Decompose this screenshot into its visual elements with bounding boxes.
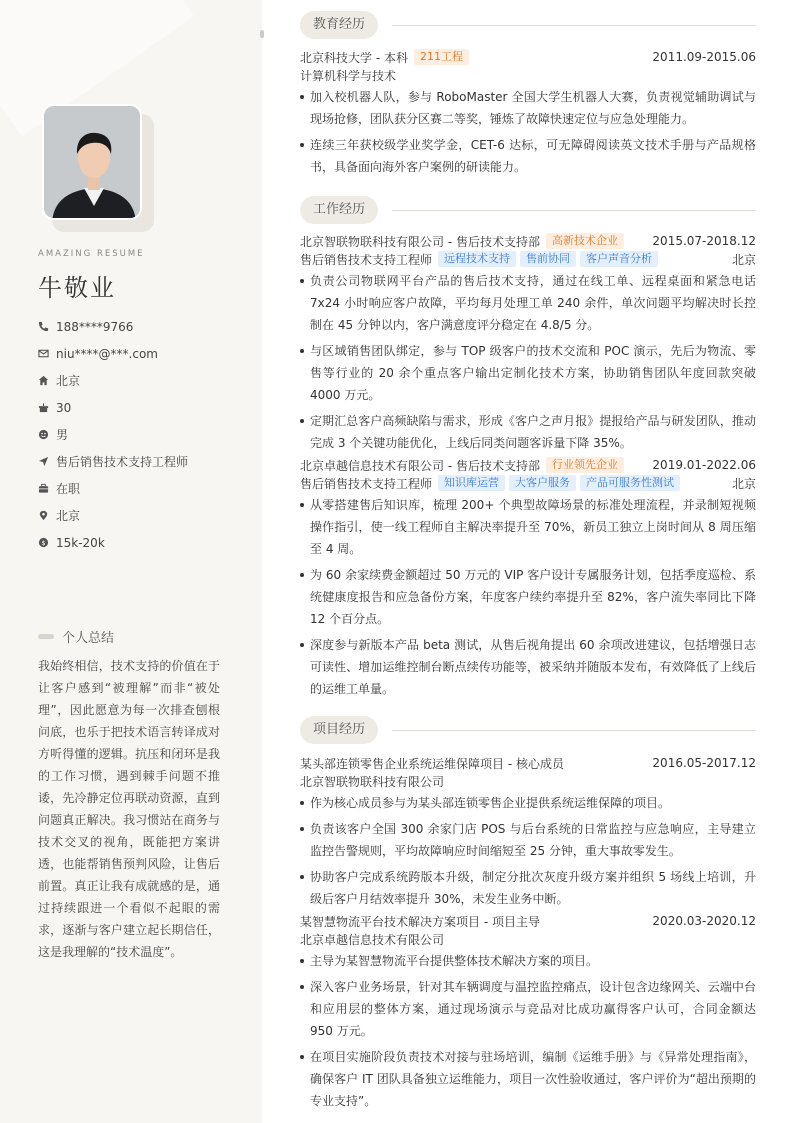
company-tag: 高新技术企业 bbox=[546, 233, 624, 249]
info-location bbox=[38, 502, 188, 529]
info-email bbox=[38, 340, 188, 367]
school-tag: 211工程 bbox=[414, 49, 469, 65]
project-title: 项目经历 bbox=[300, 716, 378, 744]
send-icon bbox=[38, 456, 49, 467]
phone-text: 188****9766 bbox=[56, 319, 134, 334]
education-bullets bbox=[300, 86, 756, 178]
project-entry-2 bbox=[300, 912, 756, 1116]
info-status bbox=[38, 475, 188, 502]
summary-heading bbox=[38, 627, 114, 646]
money-icon bbox=[38, 537, 49, 548]
info-age bbox=[38, 394, 188, 421]
list-item: 定期汇总客户高频缺陷与需求，形成《客户之声月报》提报给产品与研发团队，推动完成 3 个关键功能优化，上线后同类问题客诉量下降 35%。 bbox=[300, 410, 756, 454]
major: 计算机科学与技术 bbox=[300, 68, 397, 83]
phone-icon bbox=[38, 321, 49, 332]
job-bullets bbox=[300, 270, 756, 454]
project-entry-1 bbox=[300, 754, 756, 914]
job-role: 售后销售技术支持工程师 bbox=[300, 476, 433, 491]
decorative-mark bbox=[260, 30, 264, 38]
info-position bbox=[38, 448, 188, 475]
briefcase-icon bbox=[38, 483, 49, 494]
job-company: 北京卓越信息技术有限公司 - 售后技术支持部 bbox=[300, 458, 540, 473]
project-period: 2016.05-2017.12 bbox=[652, 756, 756, 770]
skill-tag: 大客户服务 bbox=[509, 475, 576, 491]
project-period: 2020.03-2020.12 bbox=[652, 914, 756, 928]
list-item: 协助客户完成系统跨版本升级，制定分批次灰度升级方案并组织 5 场线上培训，升级后客户月结效率提升 30%，未发生业务中断。 bbox=[300, 866, 756, 910]
list-item: 主导为某智慧物流平台提供整体技术解决方案的项目。 bbox=[300, 950, 756, 972]
position-text: 售后销售技术支持工程师 bbox=[56, 455, 189, 469]
info-phone bbox=[38, 313, 188, 340]
list-item: 从零搭建售后知识库，梳理 200+ 个典型故障场景的标准处理流程，并录制短视频操作指引，使一线工程师自主解决率提升至 70%，新员工独立上岗时间从 8 周压缩至 4 周。 bbox=[300, 494, 756, 560]
sidebar bbox=[0, 0, 262, 1123]
skill-tag: 远程技术支持 bbox=[438, 251, 516, 267]
education-entry bbox=[300, 48, 756, 182]
age-text: 30 bbox=[56, 400, 72, 415]
svg-text:$: $ bbox=[41, 538, 46, 547]
job-company: 北京智联物联科技有限公司 - 售后技术支持部 bbox=[300, 234, 540, 249]
status-text: 在职 bbox=[56, 482, 81, 496]
project-company: 北京卓越信息技术有限公司 bbox=[300, 932, 445, 947]
project-bullets bbox=[300, 792, 756, 910]
list-item: 在项目实施阶段负责技术对接与驻场培训，编制《运维手册》与《异常处理指南》，确保客户 IT 团队具备独立运维能力，项目一次性验收通过，客户评价为“超出预期的专业支持”。 bbox=[300, 1046, 756, 1112]
list-item: 为 60 余家续费金额超过 50 万元的 VIP 客户设计专属服务计划，包括季度巡检、系统健康度报告和应急备份方案，年度客户续约率提升至 82%，客户流失率同比下降 12 个百分点。 bbox=[300, 564, 756, 630]
brand-label: AMAZING RESUME bbox=[38, 249, 145, 259]
project-section-heading bbox=[300, 715, 756, 745]
list-item: 连续三年获校级学业奖学金，CET-6 达标，可无障碍阅读英文技术手册与产品规格书，具备面向海外客户案例的研读能力。 bbox=[300, 134, 756, 178]
job-period: 2019.01-2022.06 bbox=[652, 458, 756, 472]
job-bullets bbox=[300, 494, 756, 700]
list-item: 深入客户业务场景，针对其车辆调度与温控监控痛点，设计包含边缘网关、云端中台和应用层的整体方案，通过现场演示与竞品对比成功赢得客户认可，合同金额达 950 万元。 bbox=[300, 976, 756, 1042]
project-name: 某智慧物流平台技术解决方案项目 - 项目主导 bbox=[300, 914, 540, 929]
info-home bbox=[38, 367, 188, 394]
salary-text: 15k-20k bbox=[56, 535, 105, 550]
list-item: 与区域销售团队绑定，参与 TOP 级客户的技术交流和 POC 演示，先后为物流、零售等行业的 20 余个重点客户输出定制化技术方案，协助销售团队年度回款突破 4000 万元。 bbox=[300, 340, 756, 406]
person-icon bbox=[38, 429, 49, 440]
job-entry-2 bbox=[300, 456, 756, 704]
work-section-heading bbox=[300, 195, 756, 225]
project-name: 某头部连锁零售企业系统运维保障项目 - 核心成员 bbox=[300, 756, 564, 771]
skill-tag: 客户声音分析 bbox=[580, 251, 658, 267]
contact-info-list bbox=[38, 313, 188, 556]
company-tag: 行业领先企业 bbox=[546, 457, 624, 473]
cake-icon bbox=[38, 402, 49, 413]
avatar-photo bbox=[42, 104, 142, 220]
job-city: 北京 bbox=[731, 476, 756, 491]
skill-tag: 产品可服务性测试 bbox=[580, 475, 680, 491]
education-section-heading bbox=[300, 10, 756, 40]
job-city: 北京 bbox=[731, 252, 756, 267]
job-entry-1 bbox=[300, 232, 756, 458]
info-gender bbox=[38, 421, 188, 448]
home-icon bbox=[38, 375, 49, 386]
summary-heading-text: 个人总结 bbox=[62, 631, 115, 646]
list-item: 负责该客户全国 300 余家门店 POS 与后台系统的日常监控与应急响应，主导建立监控告警规则，平均故障响应时间缩短至 25 分钟，重大事故零发生。 bbox=[300, 818, 756, 862]
summary-text: 我始终相信，技术支持的价值在于让客户感到“被理解”而非“被处理”，因此愿意为每一次排查刨根问底，也乐于把技术语言转译成对方听得懂的逻辑。抗压和闭环是我的工作习惯，遇到棘手问题不推诿，先冷静定位再联动资源，直到问题真正解决。我习惯站在商务与技术交叉的视角，既能把方案讲透，也能帮销售预判风险，让售后前置。真正让我有成就感的是，通过持续跟进一个看似不起眼的需求，逐渐与客户建立起长期信任，这是我理解的“技术温度”。 bbox=[38, 659, 220, 959]
school-name: 北京科技大学 - 本科 bbox=[300, 50, 408, 65]
location-icon bbox=[38, 510, 49, 521]
info-salary bbox=[38, 529, 188, 556]
candidate-name: 牛敬业 bbox=[38, 274, 116, 302]
list-item: 加入校机器人队，参与 RoboMaster 全国大学生机器人大赛，负责视觉辅助调试与现场抢修，团队获分区赛二等奖，锤炼了故障快速定位与应急处理能力。 bbox=[300, 86, 756, 130]
avatar bbox=[42, 104, 154, 232]
job-period: 2015.07-2018.12 bbox=[652, 234, 756, 248]
list-item: 作为核心成员参与为某头部连锁零售企业提供系统运维保障的项目。 bbox=[300, 792, 756, 814]
project-company: 北京智联物联科技有限公司 bbox=[300, 774, 445, 789]
skill-tag: 知识库运营 bbox=[438, 475, 505, 491]
home-text: 北京 bbox=[56, 374, 81, 388]
list-item: 深度参与新版本产品 beta 测试，从售后视角提出 60 余项改进建议，包括增强日志可读性、增加运维控制台断点续传功能等，被采纳并随版本发布，有效降低了上线后的运维工单量。 bbox=[300, 634, 756, 700]
list-item: 负责公司物联网平台产品的售后技术支持，通过在线工单、远程桌面和紧急电话 7x24 小时响应客户故障，平均每月处理工单 240 余件，单次问题平均解决时长控制在 45 分钟以内，客户满意度评分稳定在 4.8/5 分。 bbox=[300, 270, 756, 336]
location-text: 北京 bbox=[56, 509, 81, 523]
project-bullets bbox=[300, 950, 756, 1112]
education-period: 2011.09-2015.06 bbox=[652, 50, 756, 64]
education-title: 教育经历 bbox=[300, 11, 378, 39]
work-title: 工作经历 bbox=[300, 196, 378, 224]
gender-text: 男 bbox=[56, 428, 69, 442]
job-role: 售后销售技术支持工程师 bbox=[300, 252, 433, 267]
skill-tag: 售前协同 bbox=[520, 251, 576, 267]
email-text: niu****@***.com bbox=[56, 346, 158, 361]
mail-icon bbox=[38, 348, 49, 359]
